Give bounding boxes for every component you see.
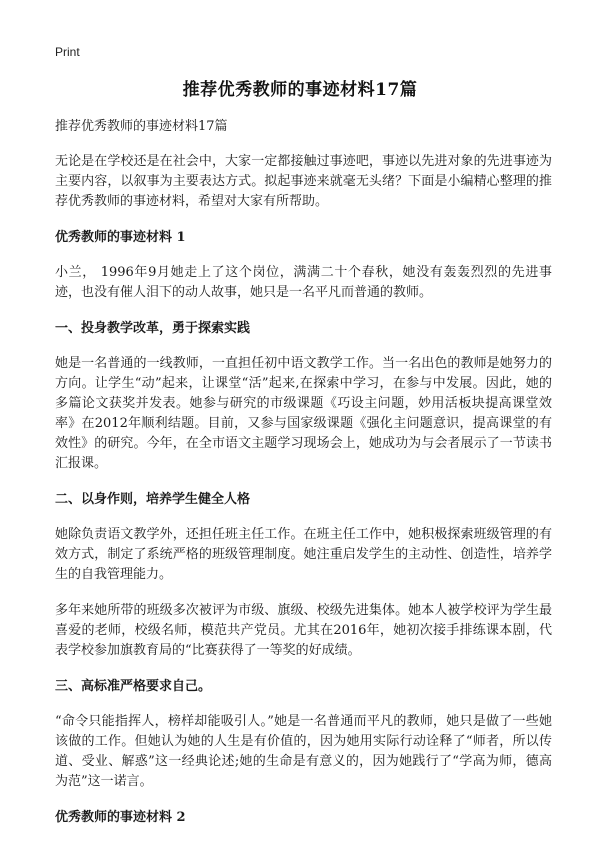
page-title: 推荐优秀教师的事迹材料17篇 [182,80,418,100]
print-link[interactable]: Print [55,45,80,59]
section-heading-1: 优秀教师的事迹材料 1 [55,230,186,245]
subsection-heading-2: 二、以身作则，培养学生健全人格 [55,492,251,507]
section1-paragraph: 小兰， 1996年9月她走上了这个岗位，满满二十个春秋，她没有轰轰烈烈的先进事迹，也没有催人泪下的动人故事，她只是一名平凡而普通的教师。 [55,265,552,300]
document-body [55,117,552,843]
document-subtitle: 推荐优秀教师的事迹材料17篇 [55,119,228,134]
section-heading-2: 优秀教师的事迹材料 2 [55,810,186,825]
subsection2-paragraph-1: 她除负责语文教学外，还担任班主任工作。在班主任工作中，她积极探索班级管理的有效方式，制定了系统严格的班级管理制度。她注重启发学生的主动性、创造性，培养学生的自我管理能力。 [55,527,552,582]
subsection3-paragraph: “命令只能指挥人，榜样却能吸引人。”她是一名普通而平凡的教师，她只是做了一些她该做的工作。但她认为她的人生是有价值的，因为她用实际行动诠释了“师者，所以传道、受业、解惑”这一经典论述;她的生命是有意义的，因为她践行了“学高为师，德高为范”这一诺言。 [55,714,552,789]
intro-paragraph: 无论是在学校还是在社会中，大家一定都接触过事迹吧，事迹以先进对象的先进事迹为主要内容，以叙事为主要表达方式。拟起事迹来就毫无头绪？下面是小编精心整理的推荐优秀教师的事迹材料，希望对大家有所帮助。 [55,154,552,209]
subsection-heading-3: 三、高标准严格要求自己。 [55,679,212,694]
subsection-heading-1: 一、投身教学改革，勇于探索实践 [55,321,251,336]
subsection2-paragraph-2: 多年来她所带的班级多次被评为市级、旗级、校级先进集体。她本人被学校评为学生最喜爱的老师，校级名师，模范共产党员。尤其在2016年，她初次接手排练课本剧，代表学校参加旗教育局的“比赛获得了一等奖的好成绩。 [55,603,552,658]
subsection1-paragraph: 她是一名普通的一线教师，一直担任初中语文教学工作。当一名出色的教师是她努力的方向。让学生“动”起来，让课堂“活”起来,在探索中学习，在参与中发展。因此，她的多篇论文获奖并发表。她参与研究的市级课题《巧设主问题，妙用活板块提高课堂效率》在2012年顺利结题。目前，又参与国家级课题《强化主问题意识，提高课堂的有效性》的研究。今年，在全市语文主题学习现场会上，她成功为与会者展示了一节读书汇报课。 [55,356,552,471]
